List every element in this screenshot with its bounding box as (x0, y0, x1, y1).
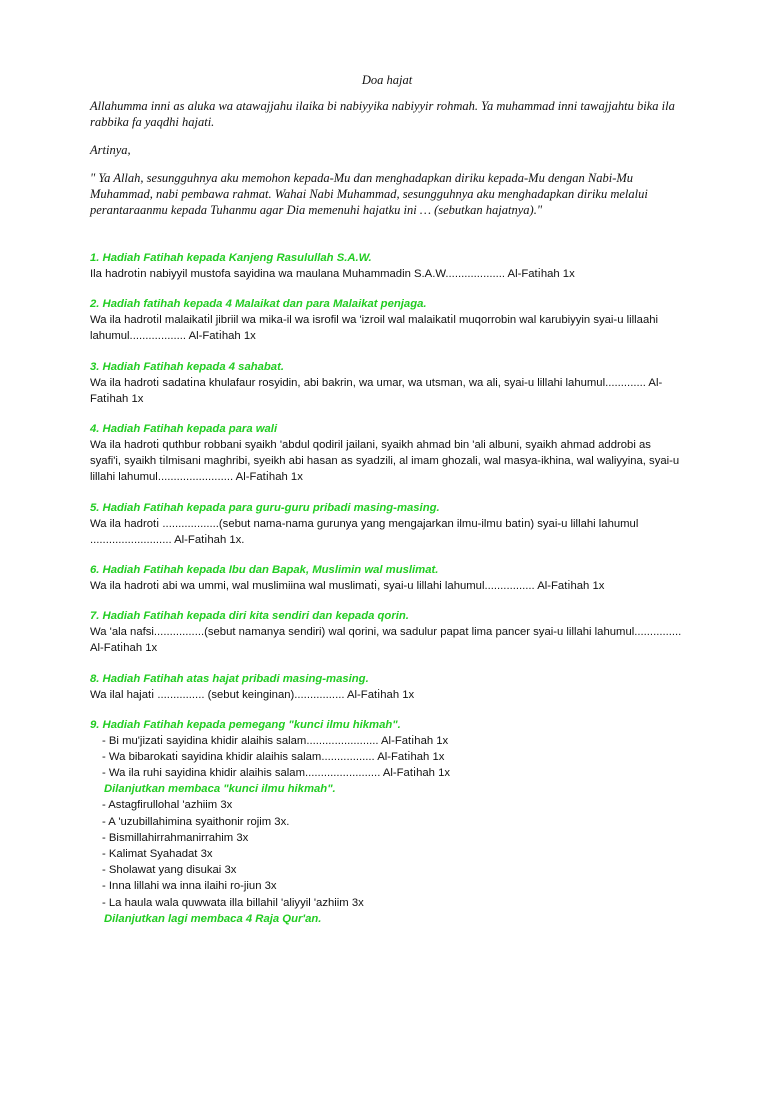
list-item: - Inna lillahi wa inna ilaihi ro-jiun 3x (102, 880, 277, 893)
list-item: - Bi mu'jizatı̇ sayidina khidir alaihis salam....................... Al-Fatı̇hah 1x (102, 734, 449, 747)
section-heading: 3. Hadiah Fatihah kepada 4 sahabat. (90, 360, 284, 373)
section-heading: 6. Hadiah Fatihah kepada Ibu dan Bapak, Muslimin wal muslimat. (90, 564, 439, 577)
sections-list (90, 250, 684, 927)
section-1 (90, 250, 684, 282)
intro-paragraph: Allahumma inni as aluka wa atawajjahu ilaika bi nabiyyika nabiyyir rohmah. Ya muhammad inni tawajjahtu bika ila rabbika fa yaqdhi hajati. (90, 99, 675, 129)
section-heading: 8. Hadiah Fatihah atas hajat pribadi masing-masing. (90, 672, 369, 685)
section-body: Wa 'ala nafsi................(sebut namanya sendiri) wal qorini, wa sadulur papat lima pancer syai-u lillahi lahumul............... Al-Fatı̇hah 1x (90, 626, 682, 655)
list-item: - Wa bibarokatı̇ sayidina khidir alaihis salam................. Al-Fatı̇hah 1x (102, 751, 445, 764)
section-7 (90, 608, 684, 656)
section-9 (90, 717, 684, 927)
list-item: - Wa ila ruhi sayidina khidir alaihis salam........................ Al-Fatı̇hah 1x (102, 767, 451, 780)
list-item: - A 'uzubillahimina syaithonir rojim 3x. (102, 815, 290, 828)
section-3 (90, 359, 684, 407)
sub-heading-raja-quran: Dilanjutkan lagi membaca 4 Raja Qur'an. (104, 912, 322, 925)
section-body: Wa ilal hajatı̇ ............... (sebut keinginan)................ Al-Fatı̇hah 1x (90, 688, 415, 701)
section-4 (90, 421, 684, 486)
section-heading: 5. Hadiah Fatihah kepada para guru-guru pribadi masing-masing. (90, 501, 440, 514)
list-item: - La haula wala quwwata illa billahil 'aliyyil 'azhiim 3x (102, 896, 364, 909)
document-page (0, 72, 768, 1096)
translation-paragraph: " Ya Allah, sesungguhnya aku memohon kepada-Mu dan menghadapkan diriku kepada-Mu dengan Nabi-Mu Muhammad, nabi pembawa rahmat. Wahai Nabi Muhammad, sesungguhnya aku menghadapkan diriku melalui perantaraanmu kepada Tuhanmu agar Dia memenuhi hajatku ini … (sebutkan hajatnya)." (90, 171, 648, 217)
section-body: Wa ila hadrotı̇ abi wa ummi, wal muslimiina wal muslimatı̇, syai-u lillahi lahumul................ Al-Fatı̇hah 1x (90, 580, 605, 593)
section-9-list-a (90, 733, 684, 782)
section-body: Wa ila hadrotı̇ quthbur robbani syaikh 'abdul qodiril jailani, syaikh ahmad bin 'ali albuni, syaikh ahmad addrobi as syafi'i, syaikh tı̇lmisani maghribi, syeikh abi hasan as syadzili, al imam ghozali, wal masya-ikhina, wal waliyyina, syai-u lillahi lahumul........................ Al-Fatı̇hah 1x (90, 439, 680, 484)
section-heading: 2. Hadiah fatihah kepada 4 Malaikat dan para Malaikat penjaga. (90, 298, 427, 311)
list-item: - Astagfirullohal 'azhiim 3x (102, 799, 233, 812)
section-body: Wa ila hadrotı̇ ..................(sebut nama-nama gurunya yang mengajarkan ilmu-ilmu batı̇n) syai-u lillahi lahumul .......................... Al-Fatı̇hah 1x. (90, 517, 639, 546)
document-title: Doa hajat (361, 73, 413, 87)
list-item: - Bismillahirrahmanirrahim 3x (102, 831, 249, 844)
section-9-list-b (90, 797, 684, 910)
list-item: - Kalimat Syahadat 3x (102, 848, 213, 861)
section-body: Wa ila hadrotı̇ sadatı̇na khulafaur rosyidin, abi bakrin, wa umar, wa utsman, wa ali, syai-u lillahi lahumul............. Al-Fatı̇hah 1x (90, 376, 663, 405)
list-item: - Sholawat yang disukai 3x (102, 864, 237, 877)
section-body: Wa ila hadrotı̇l malaikatı̇l jibriil wa mika-il wa isrofil wa 'izroil wal malaikatı̇l muqorrobin wal karubiyyin syai-u lillaahi lahumul.................. Al-Fatı̇hah 1x (90, 314, 659, 343)
section-5 (90, 500, 684, 548)
section-2 (90, 296, 684, 344)
section-heading: 1. Hadiah Fatihah kepada Kanjeng Rasulullah S.A.W. (90, 252, 372, 264)
section-8 (90, 671, 684, 703)
section-heading: 7. Hadiah Fatihah kepada diri kita sendiri dan kepada qorin. (90, 610, 409, 623)
section-heading: 4. Hadiah Fatihah kepada para wali (90, 423, 278, 436)
artinya-label: Artinya, (90, 143, 131, 157)
section-heading: 9. Hadiah Fatihah kepada pemegang "kunci ilmu hikmah". (90, 718, 401, 731)
section-body: Ila hadrotı̇n nabiyyil mustofa sayidina wa maulana Muhammadin S.A.W................... Al-Fatı̇hah 1x (90, 268, 575, 280)
sub-heading-kunci: Dilanjutkan membaca "kunci ilmu hikmah". (104, 783, 336, 796)
section-6 (90, 562, 684, 594)
